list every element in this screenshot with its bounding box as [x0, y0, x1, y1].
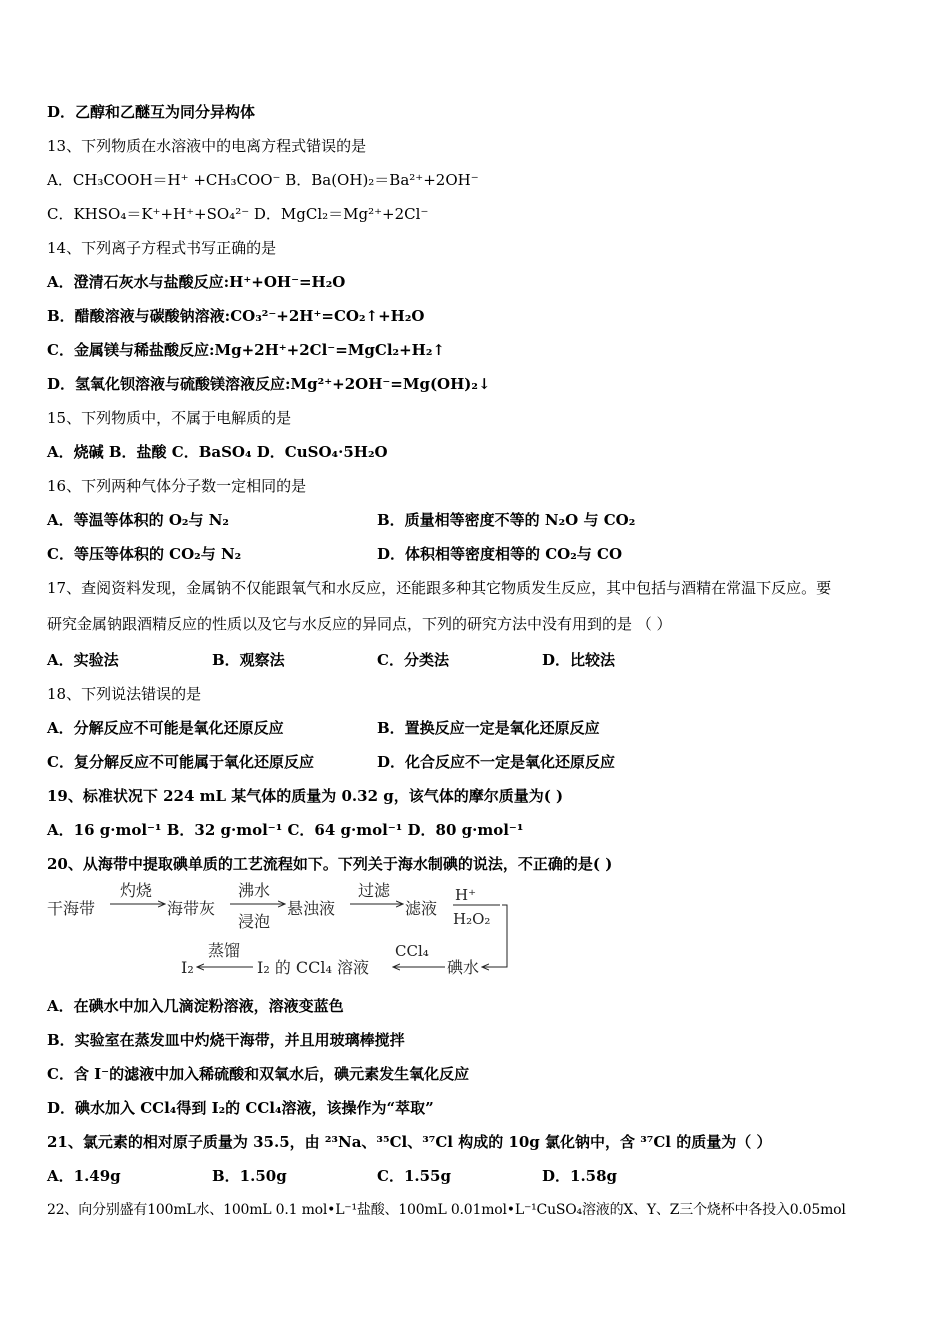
flow-node-suspension: 悬浊液	[287, 899, 336, 918]
q22-stem: 22、向分别盛有100mL水、100mL 0.1 mol•L⁻¹盐酸、100mL 0.01mol•L⁻¹CuSO₄溶液的X、Y、Z三个烧杯中各投入0.05mol	[47, 1202, 846, 1218]
flow-arrow-distill-label: 蒸馏	[208, 941, 241, 960]
iodine-flow-diagram	[45, 878, 515, 983]
q16-option-c: C．等压等体积的 CO₂与 N₂	[47, 545, 242, 563]
q17-option-a: A．实验法	[47, 651, 119, 669]
q16-option-b: B．质量相等密度不等的 N₂O 与 CO₂	[377, 511, 636, 529]
q20-option-d: D．碘水加入 CCl₄得到 I₂的 CCl₄溶液，该操作为“萃取”	[47, 1099, 434, 1117]
q14-stem: 14、下列离子方程式书写正确的是	[47, 239, 277, 257]
flow-reagent-h-plus: H⁺	[455, 886, 476, 904]
flow-node-iodine-water: 碘水	[447, 958, 480, 977]
q20-option-c: C．含 I⁻的滤液中加入稀硫酸和双氧水后，碘元素发生氧化反应	[47, 1065, 470, 1083]
flow-node-filtrate: 滤液	[405, 899, 438, 918]
flow-node-i2: I₂	[181, 958, 194, 977]
q18-option-d: D．化合反应不一定是氧化还原反应	[377, 753, 616, 771]
q18-stem: 18、下列说法错误的是	[47, 685, 202, 703]
q19-stem: 19、标准状况下 224 mL 某气体的质量为 0.32 g，该气体的摩尔质量为( )	[47, 787, 564, 805]
flow-arrow-boil-label: 沸水	[238, 881, 271, 900]
flow-arrow-filter-label: 过滤	[358, 881, 391, 900]
q13-stem: 13、下列物质在水溶液中的电离方程式错误的是	[47, 137, 367, 155]
flow-arrow-burn-label: 灼烧	[120, 881, 153, 900]
q15-stem: 15、下列物质中，不属于电解质的是	[47, 409, 292, 427]
q21-option-a: A．1.49g	[47, 1167, 121, 1185]
q17-option-d: D．比较法	[542, 651, 616, 669]
q17-option-c: C．分类法	[377, 651, 449, 669]
q18-option-a: A．分解反应不可能是氧化还原反应	[47, 719, 284, 737]
q18-option-b: B．置换反应一定是氧化还原反应	[377, 719, 600, 737]
l1: D．乙醇和乙醚互为同分异构体	[47, 103, 256, 121]
flow-node-dry-kelp: 干海带	[47, 899, 96, 918]
q18-option-c: C．复分解反应不可能属于氧化还原反应	[47, 753, 314, 771]
flow-node-kelp-ash: 海带灰	[167, 899, 216, 918]
q17-stem-1: 17、查阅资料发现，金属钠不仅能跟氧气和水反应，还能跟多种其它物质发生反应，其中包括与酒精在常温下反应。要	[47, 579, 832, 597]
q14-option-c: C．金属镁与稀盐酸反应:Mg+2H⁺+2Cl⁻=MgCl₂+H₂↑	[47, 341, 445, 359]
q20-stem: 20、从海带中提取碘单质的工艺流程如下。下列关于海水制碘的说法，不正确的是( )	[47, 855, 613, 873]
q14-option-d: D．氢氧化钡溶液与硫酸镁溶液反应:Mg²⁺+2OH⁻=Mg(OH)₂↓	[47, 375, 491, 393]
q20-option-a: A．在碘水中加入几滴淀粉溶液，溶液变蓝色	[47, 997, 344, 1015]
q13-options-ab: A．CH₃COOH＝H⁺ +CH₃COO⁻ B．Ba(OH)₂＝Ba²⁺+2OH⁻	[47, 171, 479, 189]
q17-option-b: B．观察法	[212, 651, 285, 669]
q21-option-c: C．1.55g	[377, 1167, 451, 1185]
q21-option-d: D．1.58g	[542, 1167, 618, 1185]
q13-options-cd: C．KHSO₄＝K⁺+H⁺+SO₄²⁻ D．MgCl₂＝Mg²⁺+2Cl⁻	[47, 205, 429, 223]
q14-option-a: A．澄清石灰水与盐酸反应:H⁺+OH⁻=H₂O	[47, 273, 346, 291]
flow-node-i2-ccl4-solution: I₂ 的 CCl₄ 溶液	[257, 958, 370, 977]
q19-options: A．16 g·mol⁻¹ B．32 g·mol⁻¹ C．64 g·mol⁻¹ D．80 g·mol⁻¹	[47, 821, 524, 839]
q17-stem-2: 研究金属钠跟酒精反应的性质以及它与水反应的异同点，下列的研究方法中没有用到的是 （ ）	[47, 615, 672, 633]
q21-stem: 21、氯元素的相对原子质量为 35.5，由 ²³Na、³⁵Cl、³⁷Cl 构成的 10g 氯化钠中，含 ³⁷Cl 的质量为（ ）	[47, 1133, 772, 1151]
q16-option-d: D．体积相等密度相等的 CO₂与 CO	[377, 545, 623, 563]
q16-option-a: A．等温等体积的 O₂与 N₂	[47, 511, 230, 529]
flow-arrow-ccl4-label: CCl₄	[395, 942, 429, 960]
q15-options: A．烧碱 B．盐酸 C．BaSO₄ D．CuSO₄·5H₂O	[47, 443, 388, 461]
q20-option-b: B．实验室在蒸发皿中灼烧干海带，并且用玻璃棒搅拌	[47, 1031, 405, 1049]
flow-arrow-soak-label: 浸泡	[238, 912, 271, 931]
q21-option-b: B．1.50g	[212, 1167, 287, 1185]
q14-option-b: B．醋酸溶液与碳酸钠溶液:CO₃²⁻+2H⁺=CO₂↑+H₂O	[47, 307, 425, 325]
q16-stem: 16、下列两种气体分子数一定相同的是	[47, 477, 307, 495]
flow-reagent-h2o2: H₂O₂	[453, 910, 491, 928]
